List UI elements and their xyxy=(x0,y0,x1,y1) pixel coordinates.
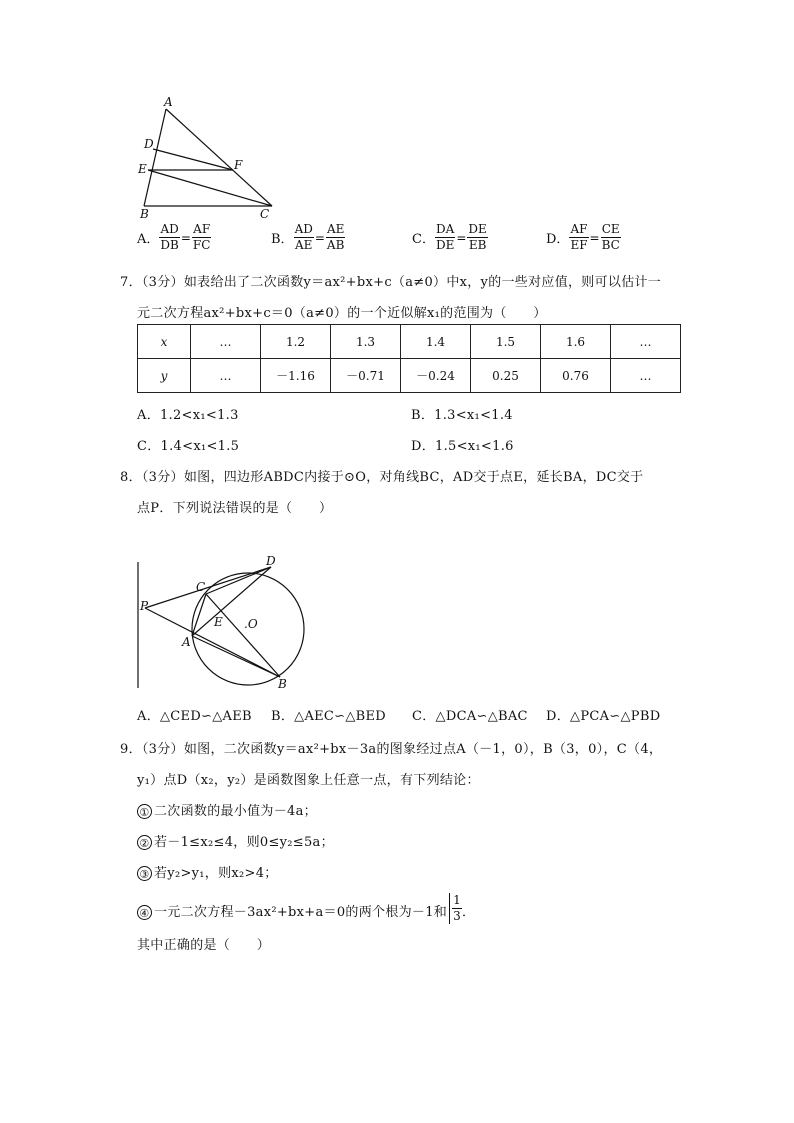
q6-option-c[interactable]: C． $\frac{DA}{DE}$ = $\frac{DE}{EB}$ xyxy=(412,222,487,252)
table-row-x xyxy=(138,325,681,359)
triangle-figure-q6 xyxy=(132,92,282,224)
q8-option-d[interactable]: D．△PCA∽△PBD xyxy=(546,709,661,724)
circle-figure-q8 xyxy=(130,556,320,692)
label-P: P xyxy=(140,599,149,613)
q6-option-a[interactable]: A． $\frac{AD}{DB}$ = $\frac{AF}{FC}$ xyxy=(137,222,211,252)
label-O: .O xyxy=(244,617,258,631)
q7-stem-line1: 7．（3分）如表给出了二次函数y＝ax²+bx+c（a≠0）中x，y的一些对应值，则可以估计一 xyxy=(120,275,662,290)
label-C: C xyxy=(260,207,270,221)
label-A: A xyxy=(164,95,173,109)
number-badge: ① xyxy=(137,804,152,819)
q8-option-a[interactable]: A．△CED∽△AEB xyxy=(137,709,252,724)
q7-option-b[interactable]: B．1.3<x₁<1.4 xyxy=(411,408,513,423)
table-cell: －0.71 xyxy=(331,359,401,393)
number-badge: ③ xyxy=(137,866,152,881)
q7-stem-line2: 元二次方程ax²+bx+c＝0（a≠0）的一个近似解x₁的范围为（ ） xyxy=(137,306,547,321)
q8-option-b[interactable]: B．△AEC∽△BED xyxy=(271,709,387,724)
q9-statement-2: ② 若－1≤x₂≤4，则0≤y₂≤5a； xyxy=(137,831,334,850)
label-D: D xyxy=(266,556,276,568)
table-cell: 1.2 xyxy=(261,325,331,359)
table-cell: x xyxy=(138,325,191,359)
label-B: B xyxy=(140,207,149,221)
table-cell: －0.24 xyxy=(401,359,471,393)
q8-option-c[interactable]: C．△DCA∽△BAC xyxy=(412,709,528,724)
q7-option-c[interactable]: C．1.4<x₁<1.5 xyxy=(137,439,240,454)
q9-closing: 其中正确的是（ ） xyxy=(137,938,271,953)
table-cell: 1.3 xyxy=(331,325,401,359)
q7-option-a[interactable]: A．1.2<x₁<1.3 xyxy=(137,408,239,423)
table-cell: 1.5 xyxy=(471,325,541,359)
q9-statement-4: ④ 一元二次方程－3ax²+bx+a＝0的两个根为－1和 $\frac{1}{3}$ ． xyxy=(137,893,475,924)
table-cell: 1.4 xyxy=(401,325,471,359)
label-E: E xyxy=(138,162,147,176)
table-cell: －1.16 xyxy=(261,359,331,393)
q8-stem-line2: 点P．下列说法错误的是（ ） xyxy=(137,501,333,516)
label-E: E xyxy=(214,615,223,629)
table-cell: y xyxy=(138,359,191,393)
q6-option-b[interactable]: B． $\frac{AD}{AE}$ = $\frac{AE}{AB}$ xyxy=(271,222,345,252)
q9-statement-1: ① 二次函数的最小值为－4a； xyxy=(137,800,317,819)
table-cell: … xyxy=(611,325,681,359)
table-row-y xyxy=(138,359,681,393)
q9-stem-line2: y₁）点D（x₂，y₂）是函数图象上任意一点，有下列结论： xyxy=(137,773,480,788)
q8-stem-line1: 8．（3分）如图，四边形ABDC内接于⊙O，对角线BC，AD交于点E，延长BA，DC交于 xyxy=(120,470,644,485)
table-cell: … xyxy=(611,359,681,393)
table-cell: 0.76 xyxy=(541,359,611,393)
label-C: C xyxy=(196,580,206,594)
label-D: D xyxy=(144,137,154,151)
label-B: B xyxy=(278,677,287,691)
number-badge: ④ xyxy=(137,905,152,920)
table-cell: 0.25 xyxy=(471,359,541,393)
label-A: A xyxy=(182,635,191,649)
table-cell: … xyxy=(191,325,261,359)
q6-option-d[interactable]: D． $\frac{AF}{EF}$ = $\frac{CE}{BC}$ xyxy=(546,222,620,252)
number-badge: ② xyxy=(137,835,152,850)
fraction-one-third: $\frac{1}{3}$ xyxy=(449,893,462,924)
q7-option-d[interactable]: D．1.5<x₁<1.6 xyxy=(411,439,514,454)
label-F: F xyxy=(234,158,243,172)
q9-statement-3: ③ 若y₂>y₁，则x₂>4； xyxy=(137,862,278,881)
values-table xyxy=(137,324,681,393)
table-cell: … xyxy=(191,359,261,393)
table-cell: 1.6 xyxy=(541,325,611,359)
q9-stem-line1: 9．（3分）如图，二次函数y＝ax²+bx－3a的图象经过点A（－1，0），B（3，0），C（4， xyxy=(120,742,663,757)
